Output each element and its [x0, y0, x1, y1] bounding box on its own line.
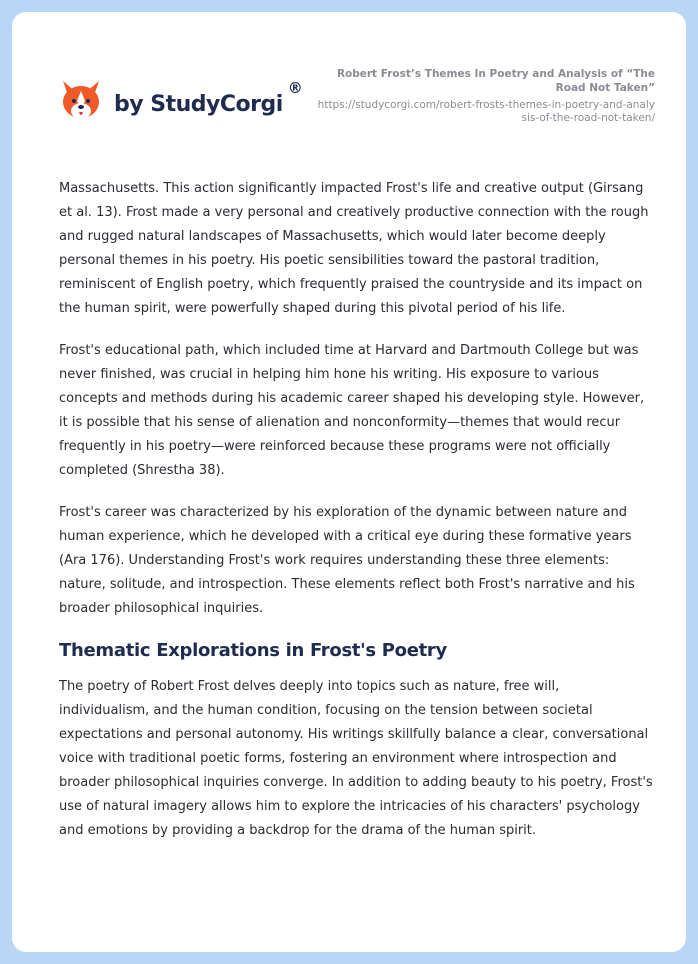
source-url-link[interactable]: https://studycorgi.com/robert-frosts-themes-in-poetry-and-analysis-of-the-road-not-taken/	[317, 99, 655, 124]
body-paragraph: Frost's career was characterized by his exploration of the dynamic between nature and human experience, which he developed with a critical eye during these formative years (Ara 176). Understanding Frost's work requires understanding these three elements: nature, solitude, and introspection. These elements reflect both Frost's narrative and his broader philosophical inquiries.	[59, 505, 635, 616]
document-page	[12, 12, 686, 952]
body-paragraph: Massachusetts. This action significantly impacted Frost's life and creative output (Girsang et al. 13). Frost made a very personal and creatively productive connection with the rough and rugged natural landscapes of Massachusetts, which would later become deeply personal themes in his poetry. His poetic sensibilities toward the pastoral tradition, reminiscent of English poetry, which frequently praised the countryside and its impact on the human spirit, were powerfully shaped during this pivotal period of his life.	[59, 181, 649, 316]
brand-name: by StudyCorgi	[114, 91, 283, 117]
page-header	[12, 12, 686, 162]
article-body	[59, 177, 653, 861]
studycorgi-logo[interactable]	[60, 76, 303, 124]
source-title: Robert Frost’s Themes In Poetry and Analysis of “The Road Not Taken”	[336, 68, 655, 94]
registered-mark: ®	[287, 79, 303, 97]
body-paragraph: Frost's educational path, which included time at Harvard and Dartmouth College but was never finished, was crucial in helping him hone his writing. His exposure to various concepts and methods during his academic career shaped his developing style. However, it is possible that his sense of alienation and nonconformity—themes that would recur frequently in his poetry—were reinforced because these programs were not officially completed (Shrestha 38).	[59, 343, 645, 478]
source-info	[315, 67, 655, 125]
body-paragraph: The poetry of Robert Frost delves deeply into topics such as nature, free will, individualism, and the human condition, focusing on the tension between societal expectations and personal autonomy. His writings skillfully balance a clear, conversational voice with traditional poetic forms, fostering an environment where introspection and broader philosophical inquiries converge. In addition to adding beauty to his poetry, Frost's use of natural imagery allows him to explore the intricacies of his characters' psychology and emotions by providing a backdrop for the drama of the human spirit.	[59, 679, 653, 838]
corgi-logo-icon	[60, 77, 102, 123]
section-heading: Thematic Explorations in Frost's Poetry	[59, 640, 447, 661]
